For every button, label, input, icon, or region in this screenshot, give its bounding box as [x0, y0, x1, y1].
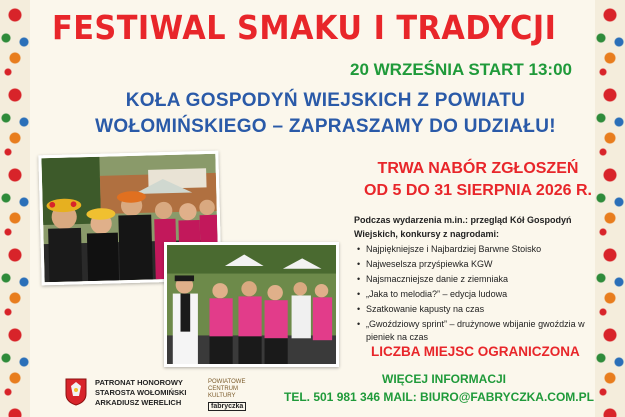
limited-places-notice: LICZBA MIEJSC OGRANICZONA [371, 344, 580, 359]
contest-item: • Najpiękniejsze i Najbardziej Barwne Stoisko [354, 243, 594, 256]
contest-item: • „Gwoździowy sprint” – drużynowe wbijanie gwoździa w pieniek na czas [354, 318, 594, 343]
partner-line-1: POWIATOWE [208, 379, 246, 385]
county-crest-icon [65, 378, 87, 406]
contest-item: • Najsmaczniejsze danie z ziemniaka [354, 273, 594, 286]
invitation-line-1: KOŁA GOSPODYŃ WIEJSKICH Z POWIATU [125, 90, 526, 111]
recruitment-line-1: TRWA NABÓR ZGŁOSZEŃ [377, 160, 579, 177]
contest-item: • Szatkowanie kapusty na czas [354, 303, 594, 316]
partner-line-3: KULTURY [208, 393, 236, 399]
photo-group-pink-shirts [164, 242, 339, 367]
more-info-heading: WIĘCEJ INFORMACJI [382, 372, 507, 386]
contest-item: • „Jaka to melodia?” – edycja ludowa [354, 288, 594, 301]
festival-title: FESTIWAL SMAKU I TRADYCJI [52, 8, 557, 47]
contest-list [354, 243, 594, 343]
recruitment-line-2: OD 5 DO 31 SIERPNIA 2026 R. [364, 182, 592, 199]
recruitment-notice [360, 158, 596, 202]
partner-line-2: CENTRUM [208, 386, 238, 392]
events-description [354, 213, 594, 346]
partner-logo [208, 379, 254, 411]
folk-border-left [0, 0, 30, 417]
folk-border-right [595, 0, 625, 417]
patron-line-2: STAROSTA WOŁOMIŃSKI [95, 388, 187, 397]
contact-info: TEL. 501 981 346 MAIL: BIURO@FABRYCZKA.COM.PL [284, 390, 594, 404]
event-date: 20 WRZEŚNIA START 13:00 [350, 60, 572, 79]
events-intro: Podczas wydarzenia m.in.: przegląd Kół Gospodyń Wiejskich, konkursy z nagrodami: [354, 215, 572, 239]
invitation-line-2: WOŁOMIŃSKIEGO – ZAPRASZAMY DO UDZIAŁU! [95, 116, 556, 137]
honorary-patron [65, 378, 187, 408]
patron-line-3: ARKADIUSZ WERELICH [95, 398, 182, 407]
invitation-text [88, 88, 563, 140]
fabryczka-badge: fabryczka [208, 402, 246, 411]
contest-item: • Najweselsza przyśpiewka KGW [354, 258, 594, 271]
patron-line-1: PATRONAT HONOROWY [95, 378, 183, 387]
